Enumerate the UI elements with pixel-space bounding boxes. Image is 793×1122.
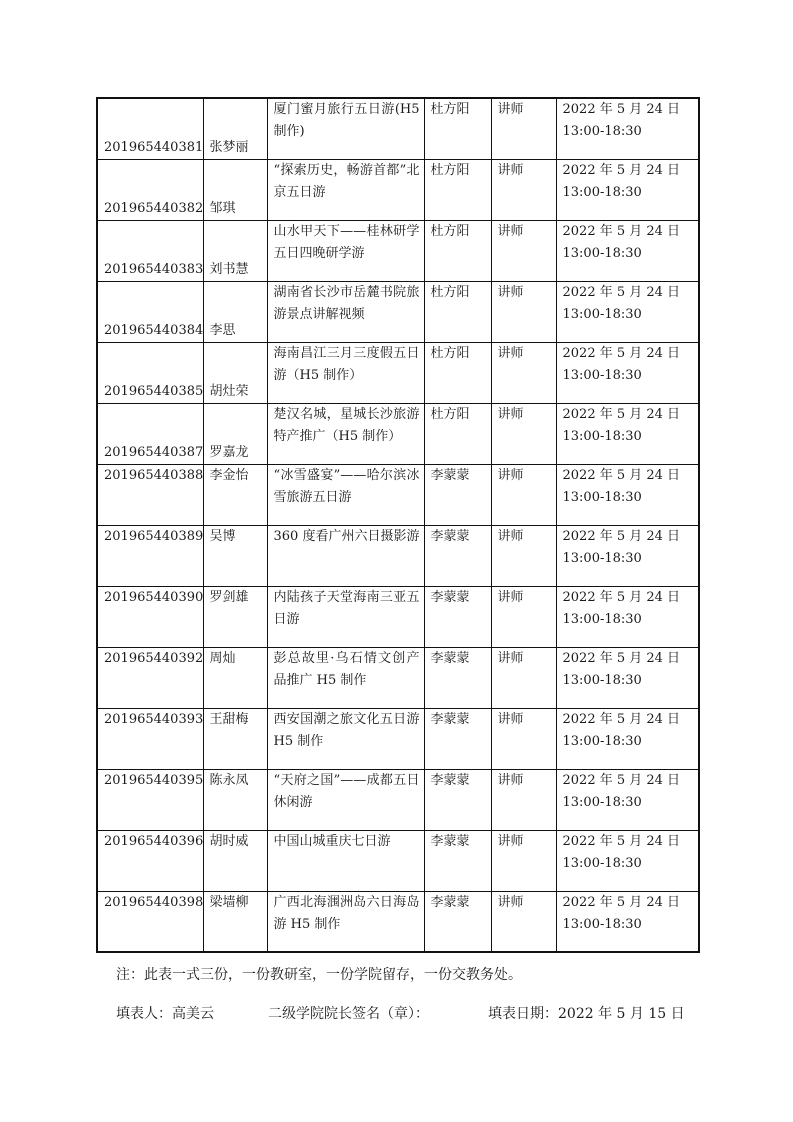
thesis-topic-cell: 360 度看广州六日摄影游: [267, 525, 424, 586]
defense-time-cell: [556, 159, 699, 220]
advisor-title-cell: 讲师: [491, 159, 556, 220]
student-name-cell: 胡灶荣: [203, 342, 267, 403]
advisor-cell: 杜方阳: [424, 342, 491, 403]
advisor-cell: 李蒙蒙: [424, 769, 491, 830]
defense-time-cell: [556, 220, 699, 281]
defense-date: 2022 年 5 月 24 日: [562, 223, 681, 239]
student-name-cell: 罗剑雄: [203, 586, 267, 647]
student-id-cell: 201965440384: [97, 281, 203, 342]
student-id-cell: 201965440395: [97, 769, 203, 830]
defense-time-range: 13:00-18:30: [562, 855, 642, 871]
thesis-topic-cell: 中国山城重庆七日游: [267, 830, 424, 891]
thesis-topic-cell: “冰雪盛宴”——哈尔滨冰雪旅游五日游: [267, 464, 424, 525]
table-row: [97, 342, 699, 403]
defense-time-range: 13:00-18:30: [562, 733, 642, 749]
defense-time-range: 13:00-18:30: [562, 794, 642, 810]
thesis-topic-cell: 楚汉名城，星城长沙旅游特产推广（H5 制作）: [267, 403, 424, 464]
defense-time-range: 13:00-18:30: [562, 124, 642, 139]
defense-time-range: 13:00-18:30: [562, 428, 642, 444]
student-name-cell: 李思: [203, 281, 267, 342]
advisor-cell: 李蒙蒙: [424, 647, 491, 708]
student-name-cell: 邹琪: [203, 159, 267, 220]
table-row: [97, 647, 699, 708]
table-row: [97, 464, 699, 525]
thesis-topic-cell: “天府之国”——成都五日休闲游: [267, 769, 424, 830]
table-row: [97, 159, 699, 220]
advisor-title-cell: 讲师: [491, 586, 556, 647]
student-id-cell: 201965440381: [97, 98, 203, 159]
defense-time-cell: [556, 830, 699, 891]
defense-time-cell: [556, 647, 699, 708]
defense-date: 2022 年 5 月 24 日: [562, 711, 681, 727]
advisor-title-cell: 讲师: [491, 220, 556, 281]
advisor-cell: 李蒙蒙: [424, 525, 491, 586]
advisor-title-cell: 讲师: [491, 647, 556, 708]
table-body: [97, 98, 699, 952]
defense-time-range: 13:00-18:30: [562, 306, 642, 322]
student-id-cell: 201965440388: [97, 464, 203, 525]
thesis-topic-cell: 海南昌江三月三度假五日游（H5 制作）: [267, 342, 424, 403]
dean-signature-label: 二级学院院长签名（章）：: [268, 1006, 429, 1022]
defense-time-range: 13:00-18:30: [562, 916, 642, 932]
defense-time-range: 13:00-18:30: [562, 489, 642, 505]
defense-time-cell: [556, 586, 699, 647]
defense-time-cell: [556, 403, 699, 464]
student-id-cell: 201965440390: [97, 586, 203, 647]
thesis-topic-cell: 山水甲天下——桂林研学五日四晚研学游: [267, 220, 424, 281]
student-name-cell: 刘书慧: [203, 220, 267, 281]
table-row: [97, 281, 699, 342]
student-id-cell: 201965440398: [97, 891, 203, 952]
filler-label: 填表人：高美云: [116, 1006, 214, 1022]
table-row: [97, 769, 699, 830]
defense-date: 2022 年 5 月 24 日: [562, 833, 681, 849]
advisor-cell: 李蒙蒙: [424, 464, 491, 525]
table-row: [97, 525, 699, 586]
student-name-cell: 周灿: [203, 647, 267, 708]
table-row: [97, 830, 699, 891]
defense-time-cell: [556, 281, 699, 342]
student-name-cell: 梁墙柳: [203, 891, 267, 952]
advisor-cell: 李蒙蒙: [424, 830, 491, 891]
defense-time-range: 13:00-18:30: [562, 245, 642, 261]
defense-time-cell: [556, 891, 699, 952]
student-name-cell: 吴博: [203, 525, 267, 586]
defense-date: 2022 年 5 月 24 日: [562, 162, 681, 178]
defense-date: 2022 年 5 月 24 日: [562, 406, 681, 422]
advisor-cell: 杜方阳: [424, 159, 491, 220]
defense-time-cell: [556, 769, 699, 830]
thesis-topic-cell: 厦门蜜月旅行五日游(H5制作): [267, 98, 424, 159]
advisor-title-cell: 讲师: [491, 98, 556, 159]
advisor-title-cell: 讲师: [491, 830, 556, 891]
defense-time-cell: [556, 525, 699, 586]
student-name-cell: 李金怡: [203, 464, 267, 525]
advisor-title-cell: 讲师: [491, 403, 556, 464]
advisor-title-cell: 讲师: [491, 464, 556, 525]
defense-time-cell: [556, 342, 699, 403]
advisor-title-cell: 讲师: [491, 708, 556, 769]
defense-date: 2022 年 5 月 24 日: [562, 102, 681, 117]
defense-date: 2022 年 5 月 24 日: [562, 528, 681, 544]
student-name-cell: 罗嘉龙: [203, 403, 267, 464]
advisor-title-cell: 讲师: [491, 281, 556, 342]
defense-date: 2022 年 5 月 24 日: [562, 650, 681, 666]
student-name-cell: 王甜梅: [203, 708, 267, 769]
advisor-cell: 杜方阳: [424, 281, 491, 342]
table-row: [97, 220, 699, 281]
student-id-cell: 201965440392: [97, 647, 203, 708]
student-id-cell: 201965440396: [97, 830, 203, 891]
advisor-title-cell: 讲师: [491, 769, 556, 830]
thesis-topic-cell: 湖南省长沙市岳麓书院旅游景点讲解视频: [267, 281, 424, 342]
advisor-cell: 杜方阳: [424, 220, 491, 281]
defense-date: 2022 年 5 月 24 日: [562, 894, 681, 910]
advisor-cell: 杜方阳: [424, 98, 491, 159]
thesis-topic-cell: “探索历史，畅游首都”北京五日游: [267, 159, 424, 220]
defense-time-range: 13:00-18:30: [562, 611, 642, 627]
student-id-cell: 201965440385: [97, 342, 203, 403]
table-note: 注：此表一式三份，一份教研室，一份学院留存，一份交教务处。: [116, 967, 522, 983]
table-row: [97, 98, 699, 159]
defense-time-cell: [556, 708, 699, 769]
defense-date: 2022 年 5 月 24 日: [562, 345, 681, 361]
table-row: [97, 891, 699, 952]
student-id-cell: 201965440382: [97, 159, 203, 220]
thesis-defense-schedule-table: [96, 97, 700, 953]
table-row: [97, 586, 699, 647]
defense-time-range: 13:00-18:30: [562, 184, 642, 200]
advisor-cell: 李蒙蒙: [424, 708, 491, 769]
thesis-topic-cell: 彭总故里·乌石情文创产品推广 H5 制作: [267, 647, 424, 708]
student-id-cell: 201965440393: [97, 708, 203, 769]
table-row: [97, 403, 699, 464]
thesis-topic-cell: 内陆孩子天堂海南三亚五日游: [267, 586, 424, 647]
table-row: [97, 708, 699, 769]
student-id-cell: 201965440387: [97, 403, 203, 464]
thesis-topic-cell: 广西北海涠洲岛六日海岛游 H5 制作: [267, 891, 424, 952]
student-id-cell: 201965440383: [97, 220, 203, 281]
fill-date-label: 填表日期：2022 年 5 月 15 日: [488, 1006, 685, 1022]
thesis-topic-cell: 西安国潮之旅文化五日游 H5 制作: [267, 708, 424, 769]
advisor-title-cell: 讲师: [491, 342, 556, 403]
defense-time-range: 13:00-18:30: [562, 367, 642, 383]
student-name-cell: 张梦丽: [203, 98, 267, 159]
defense-time-cell: [556, 98, 699, 159]
advisor-cell: 李蒙蒙: [424, 586, 491, 647]
defense-time-cell: [556, 464, 699, 525]
student-name-cell: 胡时威: [203, 830, 267, 891]
advisor-cell: 李蒙蒙: [424, 891, 491, 952]
defense-date: 2022 年 5 月 24 日: [562, 772, 681, 788]
defense-time-range: 13:00-18:30: [562, 672, 642, 688]
advisor-title-cell: 讲师: [491, 525, 556, 586]
defense-date: 2022 年 5 月 24 日: [562, 589, 681, 605]
defense-time-range: 13:00-18:30: [562, 550, 642, 566]
student-name-cell: 陈永凤: [203, 769, 267, 830]
student-id-cell: 201965440389: [97, 525, 203, 586]
defense-date: 2022 年 5 月 24 日: [562, 467, 681, 483]
advisor-cell: 杜方阳: [424, 403, 491, 464]
defense-date: 2022 年 5 月 24 日: [562, 284, 681, 300]
advisor-title-cell: 讲师: [491, 891, 556, 952]
